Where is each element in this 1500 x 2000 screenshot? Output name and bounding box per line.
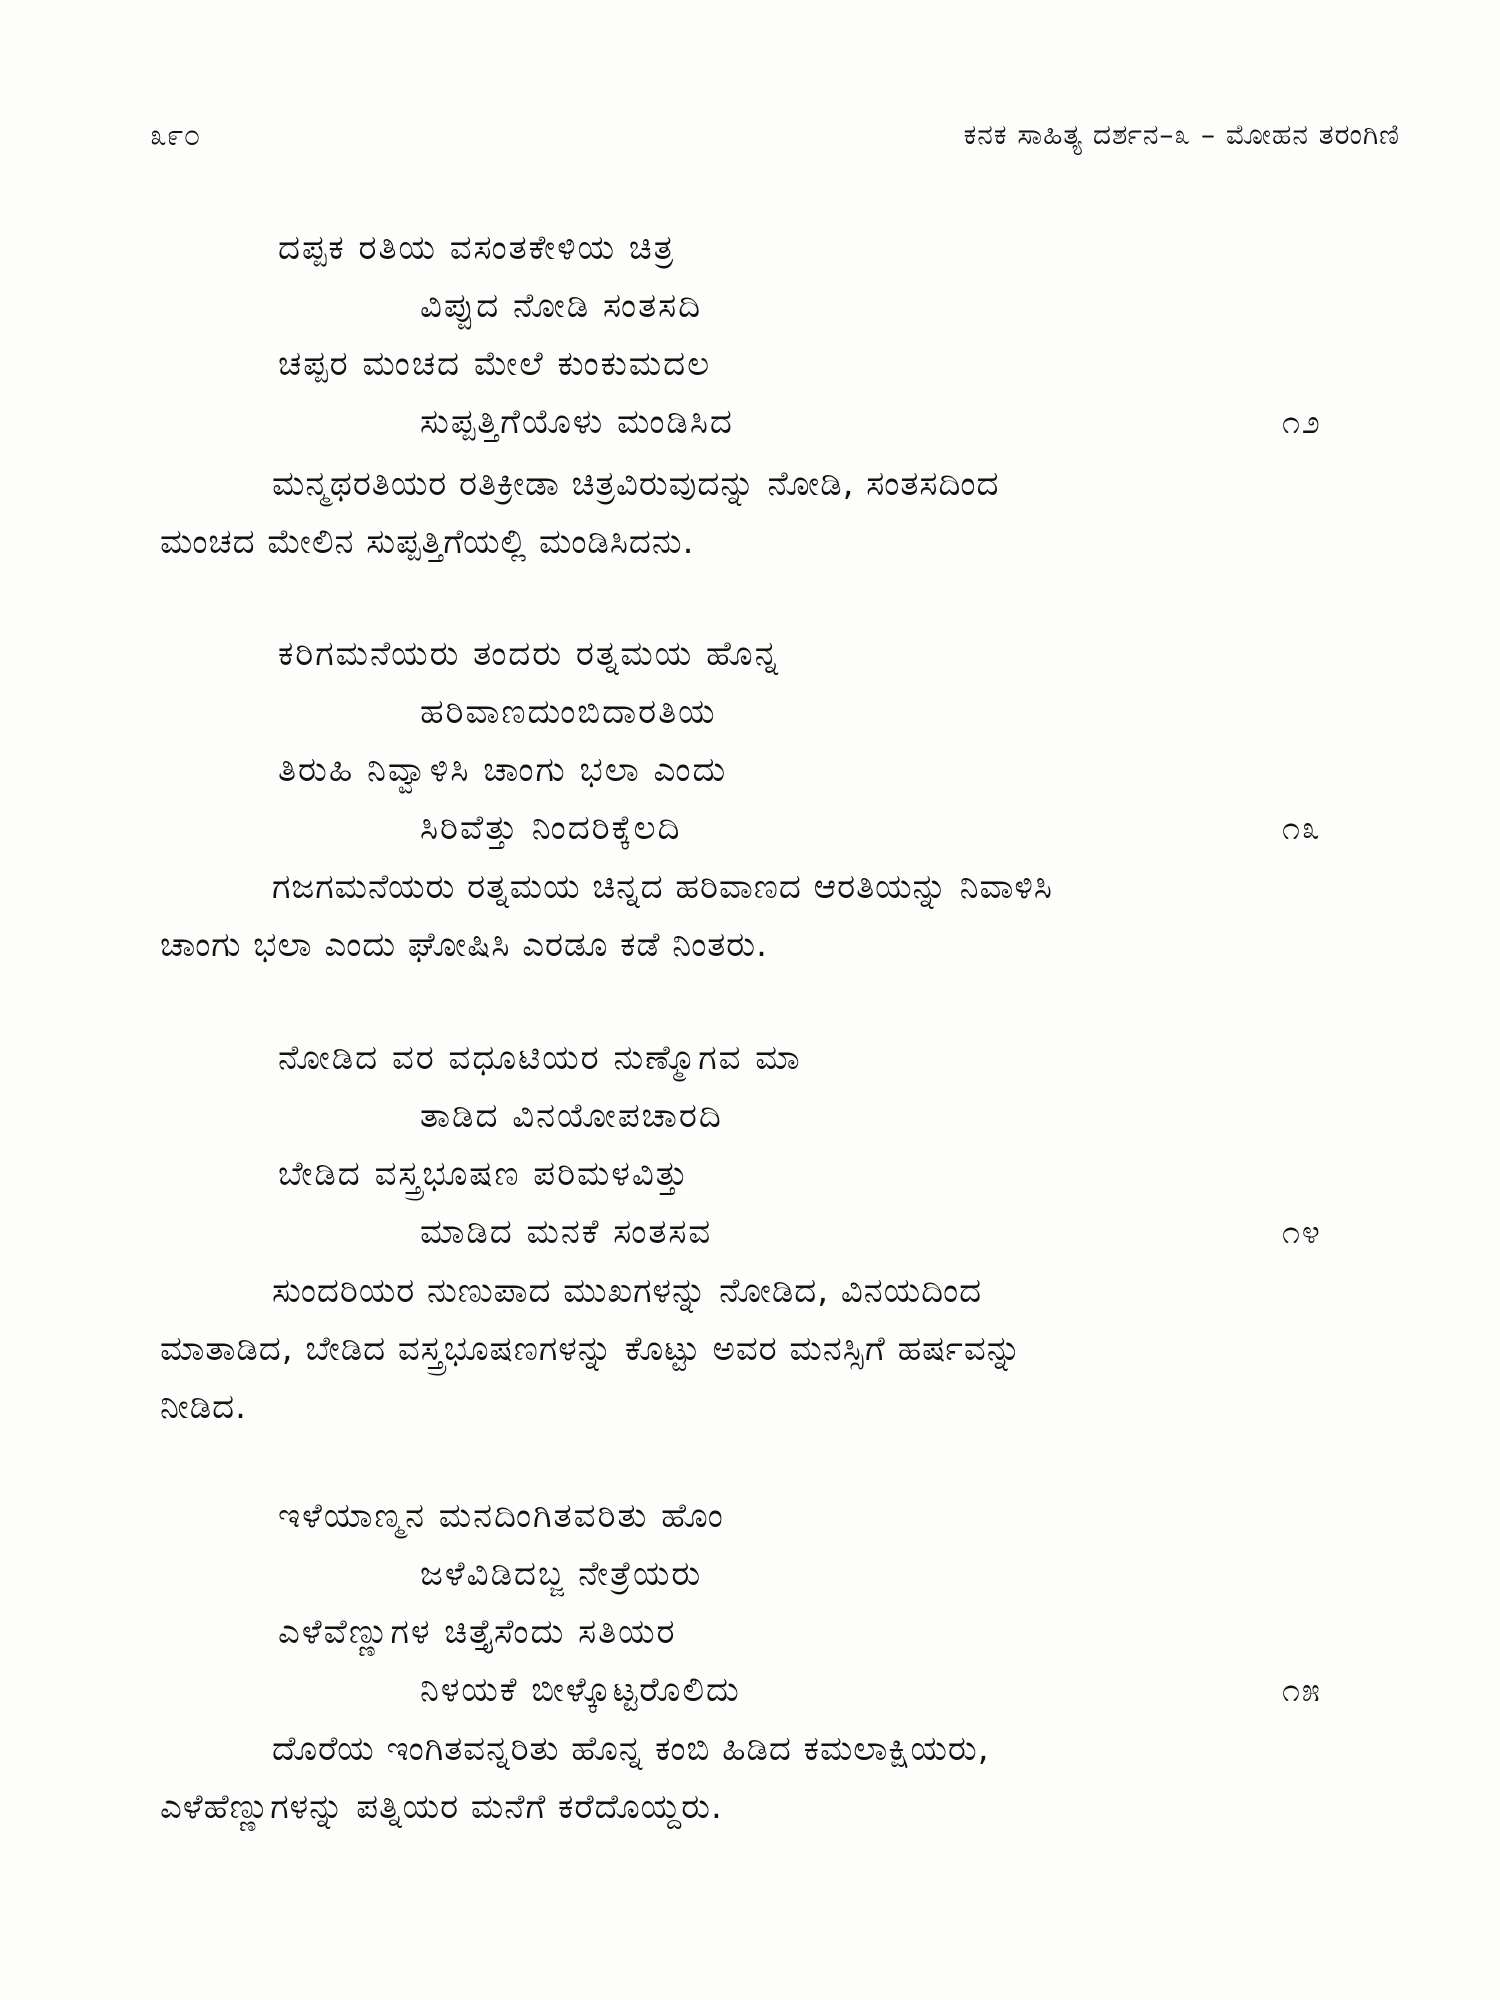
verse-line: ಹರಿವಾಣದುಂಬಿದಾರತಿಯ (420, 692, 717, 732)
page-header (150, 118, 1400, 158)
stanza-number: ೧೪ (1282, 1213, 1322, 1251)
meaning-line: ನೀಡಿದ. (160, 1387, 247, 1427)
meaning-line: ಎಳೆಹೆಣ್ಣುಗಳನ್ನು ಪತ್ನಿಯರ ಮನೆಗೆ ಕರೆದೊಯ್ದರು. (160, 1787, 723, 1827)
meaning-line: ಚಾಂಗು ಭಲಾ ಎಂದು ಘೋಷಿಸಿ ಎರಡೂ ಕಡೆ ನಿಂತರು. (160, 925, 768, 965)
meaning-line: ಮಂಚದ ಮೇಲಿನ ಸುಪ್ಪತ್ತಿಗೆಯಲ್ಲಿ ಮಂಡಿಸಿದನು. (160, 522, 695, 562)
verse-line: ವಿಪ್ಪುದ ನೋಡಿ ಸಂತಸದಿ (420, 286, 703, 326)
verse-line: ತಿರುಹಿ ನಿವ್ವಾಳಿಸಿ ಚಾಂಗು ಭಲಾ ಎಂದು (278, 750, 728, 790)
stanza-meaning (160, 858, 1400, 974)
meaning-line: ಮಾತಾಡಿದ, ಬೇಡಿದ ವಸ್ತ್ರಭೂಷಣಗಳನ್ನು ಕೊಟ್ಟು ಅವರ ಮನಸ್ಸಿಗೆ ಹರ್ಷವನ್ನು (160, 1329, 1023, 1369)
stanza-meaning (160, 1720, 1400, 1836)
verse-line: ಮಾಡಿದ ಮನಕೆ ಸಂತಸವ (420, 1212, 713, 1252)
stanza-number: ೧೩ (1282, 809, 1322, 847)
stanza-meaning (160, 455, 1400, 571)
meaning-line: ಗಜಗಮನೆಯರು ರತ್ನಮಯ ಚಿನ್ನದ ಹರಿವಾಣದ ಆರತಿಯನ್ನು ನಿವಾಳಿಸಿ (272, 867, 1053, 907)
stanza-meaning (160, 1262, 1400, 1436)
verse-line: ಸುಪ್ಪತ್ತಿಗೆಯೊಳು ಮಂಡಿಸಿದ (420, 402, 734, 442)
verse-line: ಬೇಡಿದ ವಸ್ತ್ರಭೂಷಣ ಪರಿಮಳವಿತ್ತು (278, 1154, 690, 1194)
meaning-line: ಸುಂದರಿಯರ ನುಣುಪಾದ ಮುಖಗಳನ್ನು ನೋಡಿದ, ವಿನಯದಿಂದ (272, 1271, 983, 1311)
stanza-number: ೧೫ (1282, 1671, 1322, 1709)
running-title: ಕನಕ ಸಾಹಿತ್ಯ ದರ್ಶನ–೩ – ಮೋಹನ ತರಂಗಿಣಿ (963, 118, 1400, 151)
page-number: ೩೯೦ (150, 118, 201, 153)
verse-line: ಕರಿಗಮನೆಯರು ತಂದರು ರತ್ನಮಯ ಹೊನ್ನ (278, 634, 781, 674)
verse-line: ನೋಡಿದ ವರ ವಧೂಟಿಯರ ನುಣ್ಮೊಗವ ಮಾ (278, 1038, 802, 1078)
verse-line: ಜಳೆವಿಡಿದಬ್ಜ ನೇತ್ರೆಯರು (420, 1554, 703, 1594)
verse-line: ನಿಳಯಕೆ ಬೀಳ್ಕೊಟ್ಟರೊಲಿದು (420, 1670, 741, 1710)
verse-line: ಇಳೆಯಾಣ್ಮನ ಮನದಿಂಗಿತವರಿತು ಹೊಂ (278, 1496, 725, 1536)
verse-line: ಎಳೆವೆಣ್ಣುಗಳ ಚಿತ್ತೈಸೆಂದು ಸತಿಯರ (278, 1612, 677, 1652)
verse-line: ದಪ್ಪಕ ರತಿಯ ವಸಂತಕೇಳಿಯ ಚಿತ್ರ (278, 228, 676, 268)
verse-line: ತಾಡಿದ ವಿನಯೋಪಚಾರದಿ (420, 1096, 723, 1136)
meaning-line: ದೊರೆಯ ಇಂಗಿತವನ್ನರಿತು ಹೊನ್ನ ಕಂಬಿ ಹಿಡಿದ ಕಮಲಾಕ್ಷಿಯರು, (272, 1729, 990, 1769)
verse-line: ಚಪ್ಪರ ಮಂಚದ ಮೇಲೆ ಕುಂಕುಮದಲ (278, 344, 712, 384)
meaning-line: ಮನ್ಮಥರತಿಯರ ರತಿಕ್ರೀಡಾ ಚಿತ್ರವಿರುವುದನ್ನು ನೋಡಿ, ಸಂತಸದಿಂದ (272, 464, 1000, 504)
stanza-number: ೧೨ (1282, 403, 1322, 441)
verse-line: ಸಿರಿವೆತ್ತು ನಿಂದರಿಕ್ಕೆಲದಿ (420, 808, 682, 848)
